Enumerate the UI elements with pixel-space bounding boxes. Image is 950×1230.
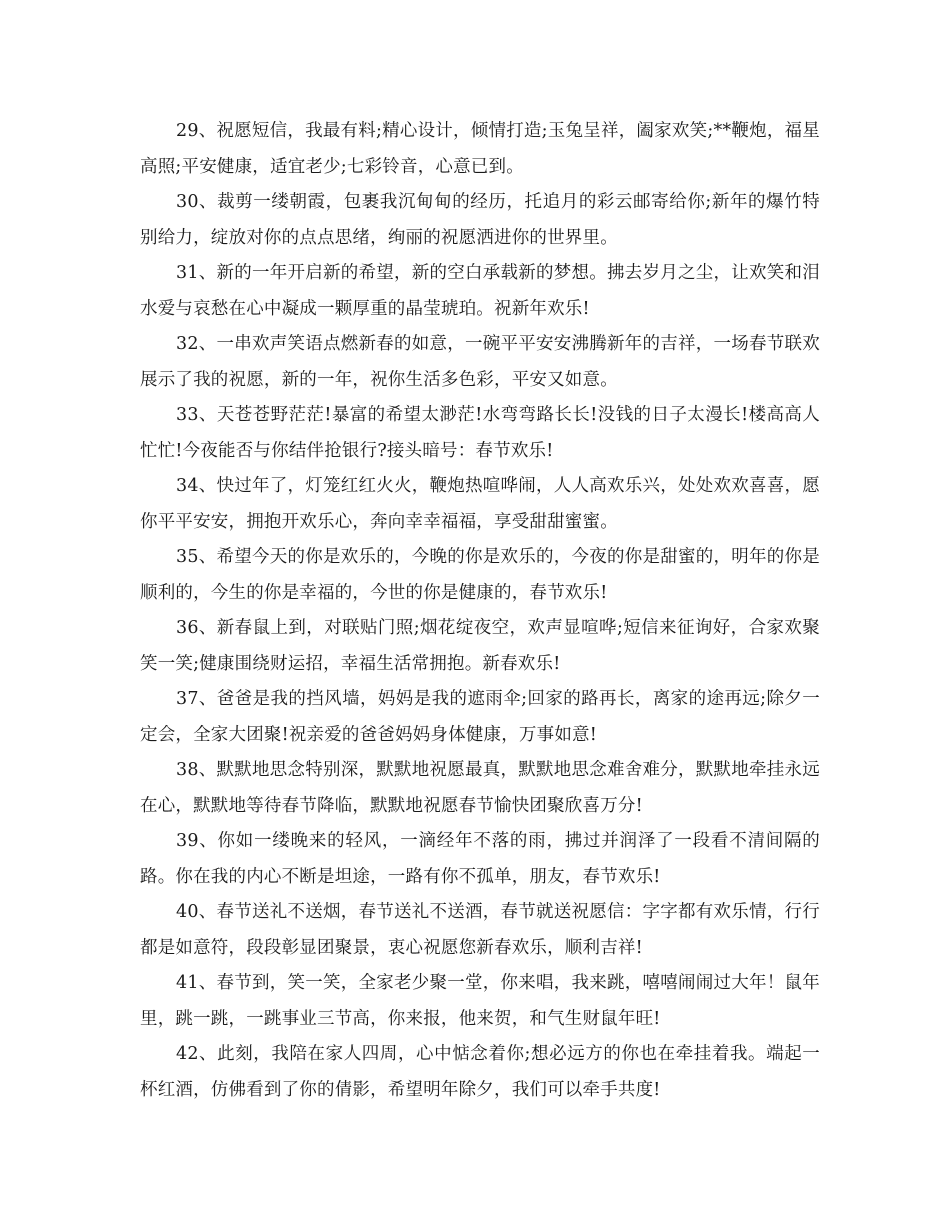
paragraph-38: 38、默默地思念特别深，默默地祝愿最真，默默地思念难舍难分，默默地牵挂永远在心，默默地等待春节降临，默默地祝愿春节愉快团聚欣喜万分! (140, 760, 820, 816)
paragraph-35: 35、希望今天的你是欢乐的，今晚的你是欢乐的，今夜的你是甜蜜的，明年的你是顺利的，今生的你是幸福的，今世的你是健康的，春节欢乐! (140, 547, 820, 603)
paragraph-29: 29、祝愿短信，我最有料;精心设计，倾情打造;玉兔呈祥，阖家欢笑;**鞭炮，福星高照;平安健康，适宜老少;七彩铃音，心意已到。 (140, 121, 820, 177)
paragraph-40: 40、春节送礼不送烟，春节送礼不送酒，春节就送祝愿信：字字都有欢乐情，行行都是如意符，段段彰显团聚景，衷心祝愿您新春欢乐，顺利吉祥! (140, 902, 820, 958)
paragraph-39: 39、你如一缕晚来的轻风，一滴经年不落的雨，拂过并润泽了一段看不清间隔的路。你在我的内心不断是坦途，一路有你不孤单，朋友，春节欢乐! (140, 831, 820, 887)
paragraph-42: 42、此刻，我陪在家人四周，心中惦念着你;想必远方的你也在牵挂着我。端起一杯红酒，仿佛看到了你的倩影，希望明年除夕，我们可以牵手共度! (140, 1044, 820, 1100)
paragraph-30: 30、裁剪一缕朝霞，包裹我沉甸甸的经历，托追月的彩云邮寄给你;新年的爆竹特别给力，绽放对你的点点思绪，绚丽的祝愿洒进你的世界里。 (140, 192, 820, 248)
paragraph-31: 31、新的一年开启新的希望，新的空白承载新的梦想。拂去岁月之尘，让欢笑和泪水爱与哀愁在心中凝成一颗厚重的晶莹琥珀。祝新年欢乐! (140, 263, 820, 319)
document-body (140, 114, 820, 1108)
paragraph-33: 33、天苍苍野茫茫!暴富的希望太渺茫!水弯弯路长长!没钱的日子太漫长!楼高高人忙忙!今夜能否与你结伴抢银行?接头暗号：春节欢乐! (140, 405, 820, 461)
paragraph-41: 41、春节到，笑一笑，全家老少聚一堂，你来唱，我来跳，嘻嘻闹闹过大年！鼠年里，跳一跳，一跳事业三节高，你来报，他来贺，和气生财鼠年旺! (140, 973, 820, 1029)
paragraph-34: 34、快过年了，灯笼红红火火，鞭炮热喧哗闹，人人高欢乐兴，处处欢欢喜喜，愿你平平安安，拥抱开欢乐心，奔向幸幸福福，享受甜甜蜜蜜。 (140, 476, 820, 532)
paragraph-37: 37、爸爸是我的挡风墙，妈妈是我的遮雨伞;回家的路再长，离家的途再远;除夕一定会，全家大团聚!祝亲爱的爸爸妈妈身体健康，万事如意! (140, 689, 820, 745)
paragraph-36: 36、新春鼠上到，对联贴门照;烟花绽夜空，欢声显喧哗;短信来征询好，合家欢聚笑一笑;健康围绕财运招，幸福生活常拥抱。新春欢乐! (140, 618, 820, 674)
paragraph-32: 32、一串欢声笑语点燃新春的如意，一碗平平安安沸腾新年的吉祥，一场春节联欢展示了我的祝愿，新的一年，祝你生活多色彩，平安又如意。 (140, 334, 820, 390)
